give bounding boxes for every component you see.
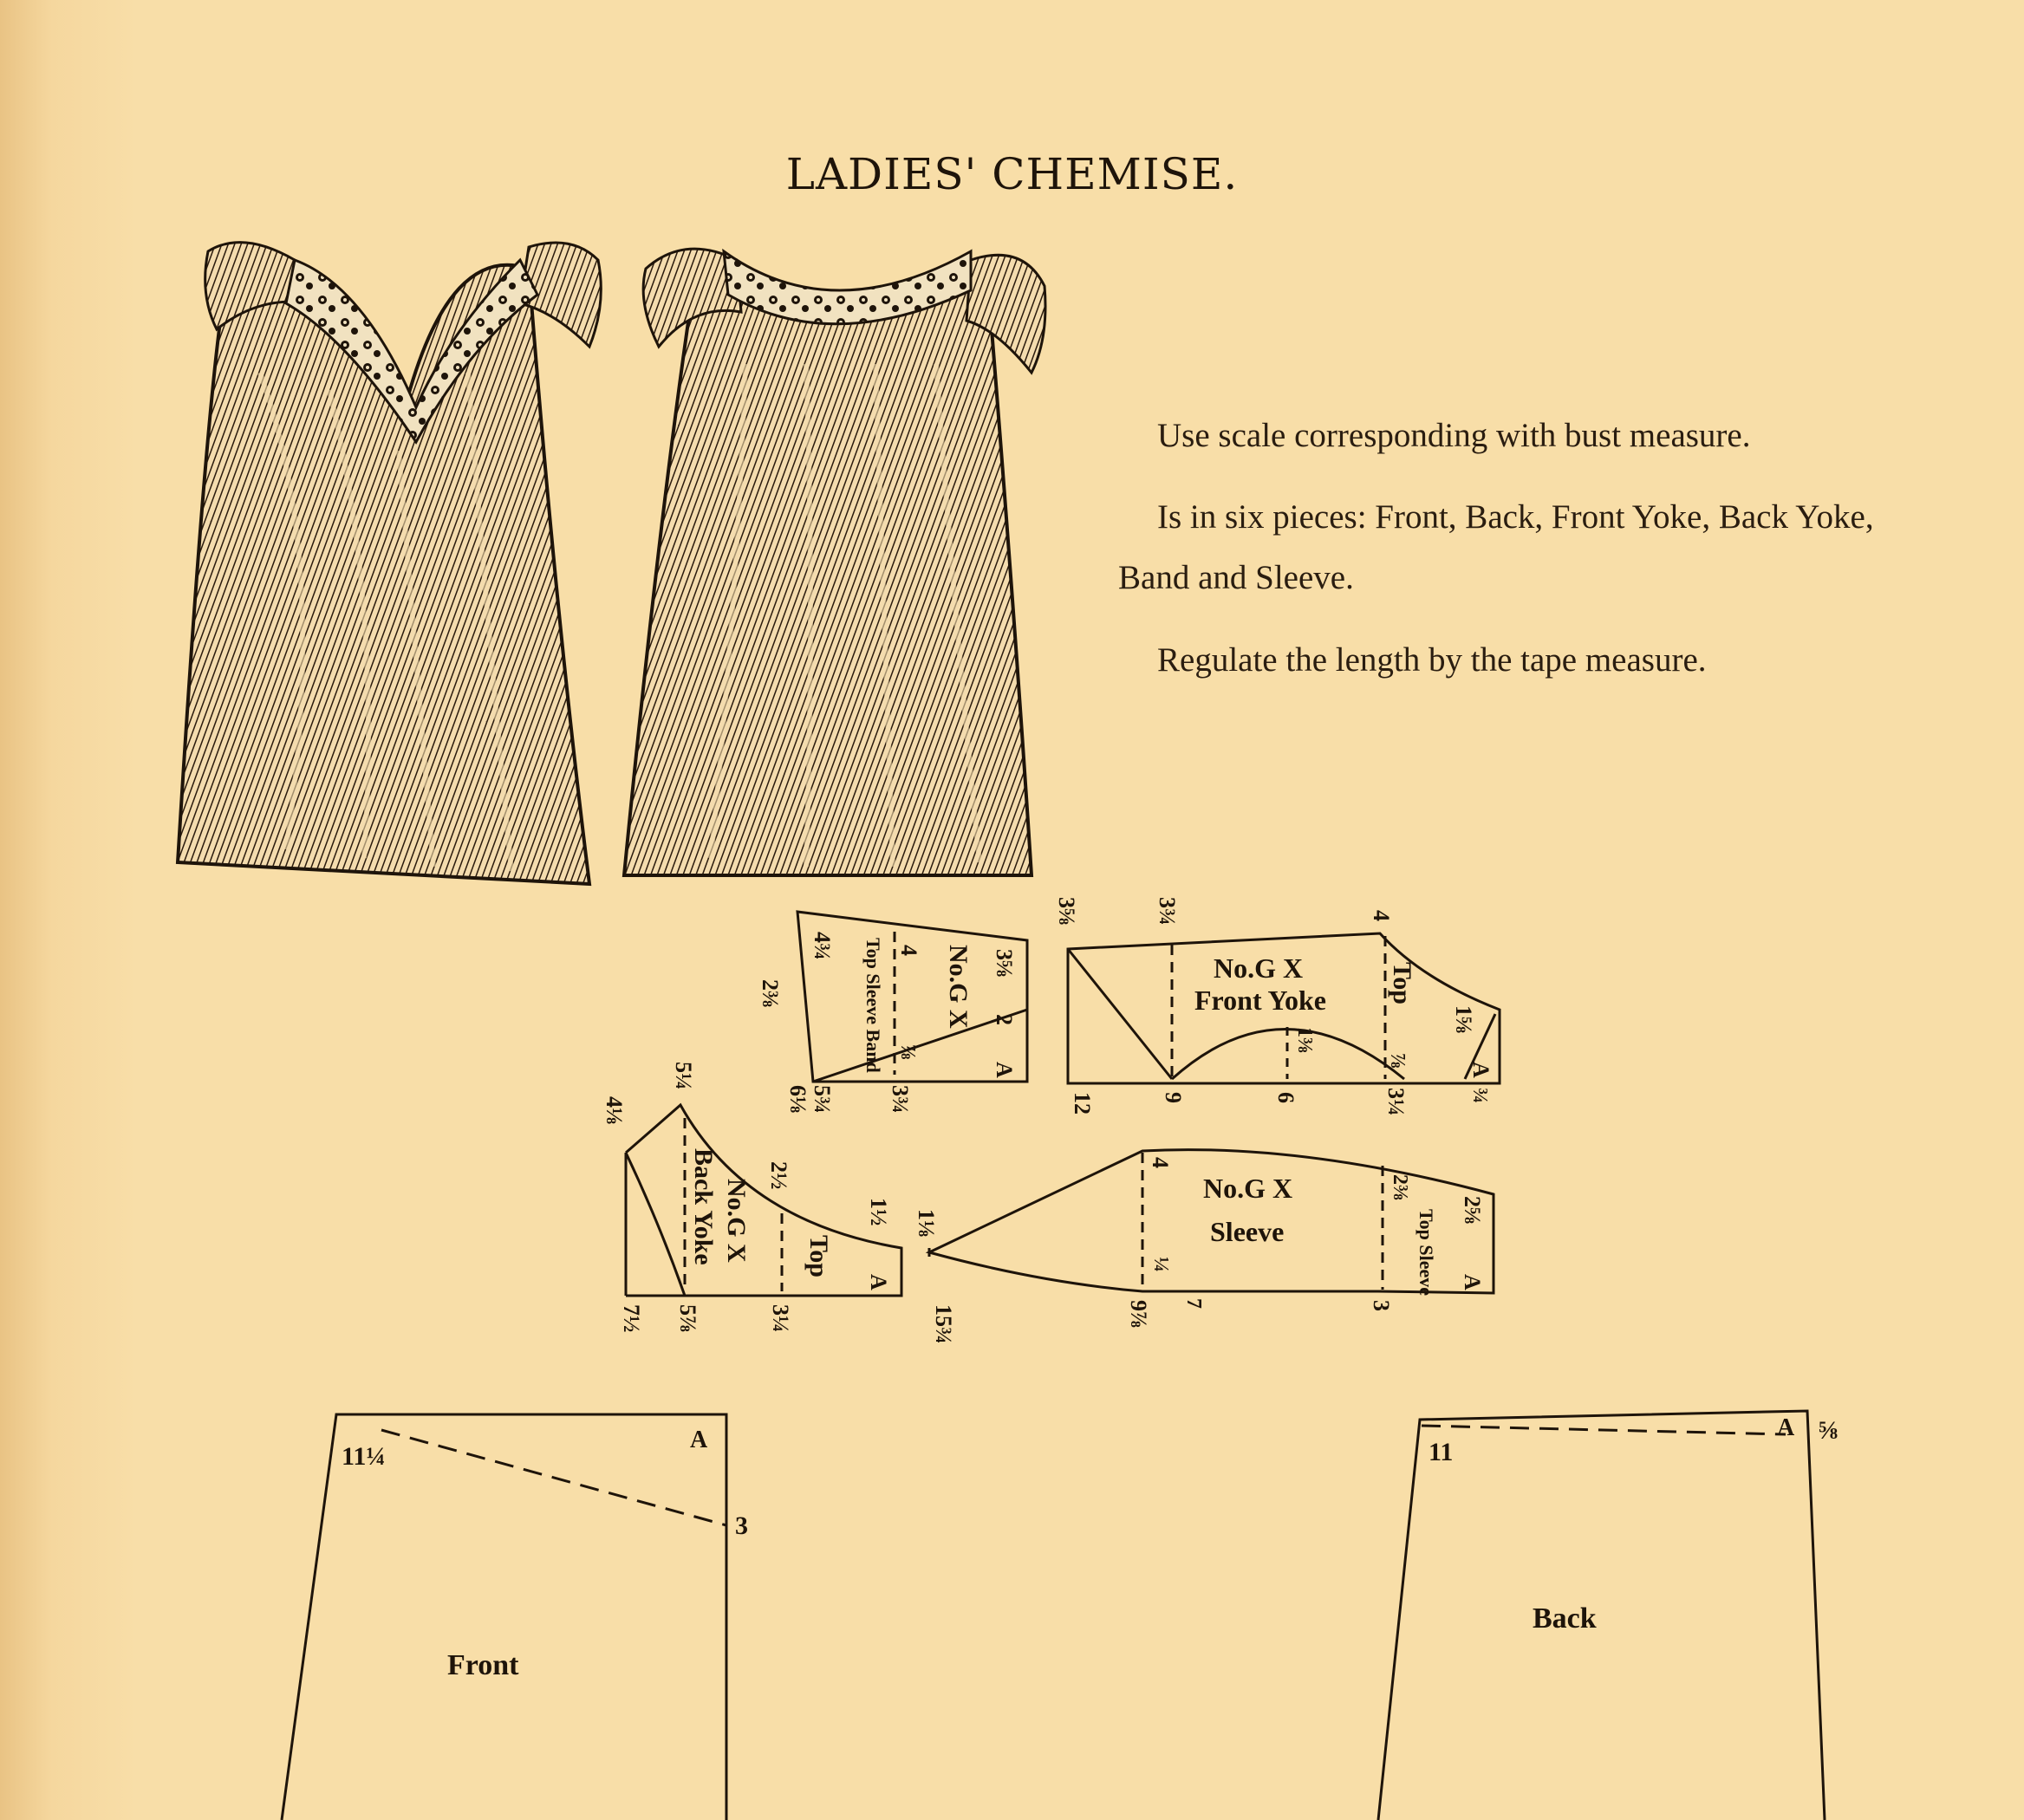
sleeve-band-m-8: 3¾ [888,1085,913,1114]
back-m-0: 11 [1429,1438,1454,1466]
back-yoke-pattern [602,1062,901,1333]
back-pattern [1378,1411,1839,1820]
sleeve-m-8: 3 [1369,1300,1394,1311]
sleeve-m-7: 7 [1182,1298,1205,1309]
back-yoke-m-5: 5⅞ [675,1304,700,1333]
sleeve-band-m-2: 2⅜ [758,979,783,1008]
front-yoke-m-3: 1⅝ [1451,1005,1476,1034]
sleeve-band-m-1: 4¾ [810,932,835,960]
sleeve-corner: A [1460,1274,1485,1290]
sleeve-band-name: Top Sleeve Band [862,938,884,1073]
instruction-length: Regulate the length by the tape measure. [1157,641,1707,679]
front-yoke-m-7: 9 [1161,1092,1186,1103]
sleeve-band-corner: A [992,1062,1017,1078]
front-yoke-m-0: 3⅝ [1054,897,1079,926]
front-yoke-m-2: 4 [1369,910,1394,921]
front-yoke-top-label: Top [1388,962,1416,1004]
front-m-1: 3 [735,1511,748,1540]
back-m-1: ⅝ [1819,1416,1839,1445]
back-yoke-m-3: 1½ [866,1198,891,1226]
sleeve-band-m-6: 6⅛ [785,1085,810,1114]
front-yoke-m-8: 6 [1273,1092,1298,1103]
back-yoke-top-label: Top [804,1235,833,1277]
front-yoke-m-9: 3¼ [1383,1088,1409,1116]
back-corner: A [1777,1414,1795,1441]
sleeve-band-m-4: 2 [992,1014,1017,1025]
instruction-pieces: Is in six pieces: Front, Back, Front Yoke, Back Yoke, Band and Sleeve. [1118,498,1874,596]
page-title: LADIES' CHEMISE. [785,149,1239,199]
back-yoke-m-2: 2½ [766,1161,791,1190]
front-yoke-piece-no: No.G X [1214,952,1304,984]
sleeve-m-1: 4 [1148,1157,1173,1168]
back-yoke-name: Back Yoke [689,1148,718,1265]
sleeve-band-m-0: 3⅝ [992,949,1017,978]
front-yoke-m-1: 3¾ [1155,897,1180,926]
sleeve-band-pattern [758,912,1027,1114]
back-yoke-piece-no: No.G X [722,1179,751,1263]
front-yoke-corner: A [1468,1062,1494,1078]
sleeve-m-0: 1⅛ [914,1209,939,1238]
sleeve-m-5: 9⅞ [1126,1300,1151,1329]
back-yoke-m-1: 5¼ [671,1062,696,1090]
front-yoke-m-5: 1⅜ [1293,1027,1316,1053]
sleeve-band-m-3: 4 [896,945,921,956]
front-yoke-pattern [1054,897,1500,1116]
sleeve-band-piece-no: No.G X [944,945,973,1029]
back-yoke-m-6: 3¼ [768,1304,793,1333]
front-yoke-m-4: ⅞ [1386,1053,1409,1069]
back-yoke-corner: A [866,1274,891,1290]
front-yoke-m-6: 12 [1070,1092,1095,1115]
sleeve-band-m-7: 5¾ [810,1085,835,1114]
sleeve-m-3: 2⅝ [1460,1196,1485,1225]
sleeve-name: Sleeve [1210,1216,1285,1247]
front-yoke-name: Front Yoke [1194,985,1326,1016]
front-corner: A [690,1427,708,1453]
sleeve-top-label: Top Sleeve [1415,1209,1437,1297]
sleeve-piece-no: No.G X [1203,1173,1293,1204]
front-name: Front [447,1649,519,1681]
chemise-front-illustration [178,243,601,884]
instruction-scale: Use scale corresponding with bust measure. [1157,417,1751,454]
sleeve-m-4: 15¾ [931,1304,956,1344]
sleeve-pattern [914,1150,1494,1344]
back-name: Back [1533,1602,1597,1635]
front-m-0: 11¼ [342,1442,386,1471]
sleeve-m-6: ¼ [1149,1257,1172,1272]
sleeve-m-2: 2⅜ [1389,1174,1411,1200]
front-yoke-m-10: ¾ [1468,1088,1491,1103]
back-yoke-m-4: 7½ [619,1304,644,1333]
front-pattern [282,1414,748,1820]
chemise-back-illustration [624,249,1045,875]
sleeve-band-m-5: ⅞ [896,1044,919,1060]
back-yoke-m-0: 4⅛ [602,1096,627,1125]
